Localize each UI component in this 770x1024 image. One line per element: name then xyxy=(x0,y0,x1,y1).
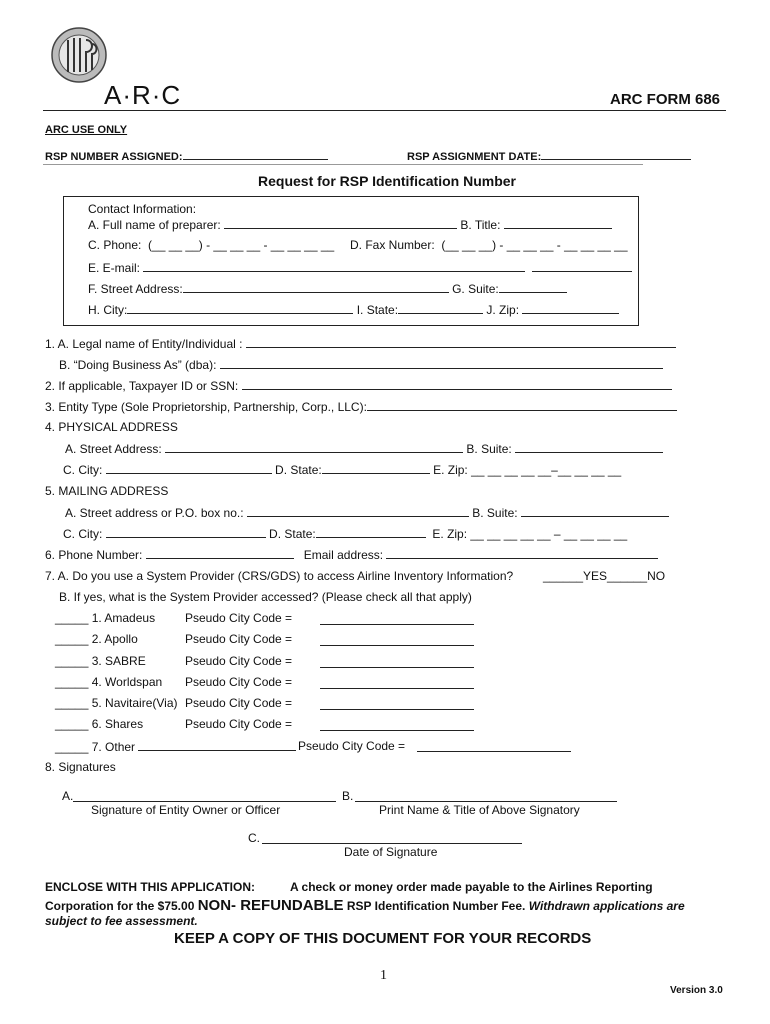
enclose-heading: ENCLOSE WITH THIS APPLICATION: xyxy=(45,880,255,894)
q1b-row: B. “Doing Business As” (dba): xyxy=(59,357,663,372)
version-label: Version 3.0 xyxy=(670,985,723,996)
pcc-row-2: Pseudo City Code = xyxy=(185,632,293,646)
page-number: 1 xyxy=(380,968,387,983)
subject-text: subject to fee assessment. xyxy=(45,914,198,928)
contact-suite-field[interactable] xyxy=(499,281,567,293)
rsp-number-label: RSP NUMBER ASSIGNED: xyxy=(45,148,328,163)
contact-row-a: A. Full name of preparer: B. Title: xyxy=(88,217,612,232)
rsp-date-label: RSP ASSIGNMENT DATE: xyxy=(407,148,691,163)
header-rule xyxy=(43,110,726,111)
provider-amadeus[interactable]: _____ 1. Amadeus xyxy=(55,611,156,625)
pcc-field-2[interactable] xyxy=(320,645,474,646)
contact-row-f: F. Street Address: G. Suite: xyxy=(88,281,567,296)
provider-apollo[interactable]: _____ 2. Apollo xyxy=(55,632,138,646)
provider-other: _____ 7. Other xyxy=(55,739,296,754)
sig-c-label: C. xyxy=(248,831,260,845)
contact-zip-field[interactable] xyxy=(522,302,619,314)
other-pcc-field[interactable] xyxy=(417,751,571,752)
physical-suite-field[interactable] xyxy=(515,441,663,453)
other-pcc-label: Pseudo City Code = xyxy=(298,739,406,753)
q7-question: 7. A. Do you use a System Provider (CRS/GDS) to access Airline Inventory Information? xyxy=(45,569,514,583)
page-title: Request for RSP Identification Number xyxy=(258,173,516,189)
contact-street-field[interactable] xyxy=(183,281,449,293)
date-of-signature-field[interactable] xyxy=(262,843,522,844)
q6-row: 6. Phone Number: Email address: xyxy=(45,547,658,562)
legal-name-field[interactable] xyxy=(246,336,676,348)
pcc-field-3[interactable] xyxy=(320,667,474,668)
q7-sub: B. If yes, what is the System Provider accessed? (Please check all that apply) xyxy=(59,590,472,604)
dba-field[interactable] xyxy=(220,357,663,369)
form-title: ARC FORM 686 xyxy=(610,91,721,108)
date-caption: Date of Signature xyxy=(344,845,438,859)
email-field-2[interactable] xyxy=(532,260,632,272)
physical-address-heading: 4. PHYSICAL ADDRESS xyxy=(45,420,178,434)
check-text: A check or money order made payable to the Airlines Reporting xyxy=(290,880,653,894)
print-name-field[interactable] xyxy=(355,801,617,802)
pcc-field-5[interactable] xyxy=(320,709,474,710)
pcc-field-1[interactable] xyxy=(320,624,474,625)
provider-worldspan[interactable]: _____ 4. Worldspan xyxy=(55,675,163,689)
mailing-state-field[interactable] xyxy=(316,526,426,538)
keep-copy-notice: KEEP A COPY OF THIS DOCUMENT FOR YOUR RECORDS xyxy=(174,930,592,947)
other-provider-field[interactable] xyxy=(138,739,296,751)
sig-a-label: A. xyxy=(62,789,74,803)
contact-heading: Contact Information: xyxy=(88,202,197,216)
preparer-title-field[interactable] xyxy=(504,217,612,229)
physical-zip-field[interactable]: __ __ __ __ __–__ __ __ __ xyxy=(471,463,622,477)
contact-state-field[interactable] xyxy=(398,302,483,314)
q5-street-row: A. Street address or P.O. box no.: B. Suite: xyxy=(65,505,669,520)
provider-shares[interactable]: _____ 6. Shares xyxy=(55,717,144,731)
q5-city-row: C. City: D. State: E. Zip: __ __ __ __ __ – __ __ __ __ xyxy=(63,527,628,541)
business-email-field[interactable] xyxy=(386,547,658,559)
preparer-name-field[interactable] xyxy=(224,217,457,229)
signatures-heading: 8. Signatures xyxy=(45,760,116,774)
business-phone-field[interactable] xyxy=(146,547,294,559)
pcc-row-6: Pseudo City Code = xyxy=(185,717,293,731)
mailing-zip-field[interactable]: __ __ __ __ __ – __ __ __ __ xyxy=(470,527,628,541)
mailing-suite-field[interactable] xyxy=(521,505,669,517)
pcc-field-4[interactable] xyxy=(320,688,474,689)
header-rule-2 xyxy=(43,164,643,165)
physical-city-field[interactable] xyxy=(106,462,272,474)
contact-row-e: E. E-mail: xyxy=(88,260,632,275)
mailing-city-field[interactable] xyxy=(106,526,266,538)
pcc-row-3: Pseudo City Code = xyxy=(185,654,293,668)
mailing-address-heading: 5. MAILING ADDRESS xyxy=(45,484,169,498)
q1a-row: 1. A. Legal name of Entity/Individual : xyxy=(45,336,676,351)
taxpayer-id-field[interactable] xyxy=(242,378,672,390)
q2-row: 2. If applicable, Taxpayer ID or SSN: xyxy=(45,378,672,393)
entity-type-field[interactable] xyxy=(367,399,677,411)
print-name-caption: Print Name & Title of Above Signatory xyxy=(379,803,580,817)
pcc-field-6[interactable] xyxy=(320,730,474,731)
phone-field[interactable]: (__ __ __) - __ __ __ - __ __ __ __ xyxy=(148,238,335,252)
contact-row-c: C. Phone: (__ __ __) - __ __ __ - __ __ __ __ xyxy=(88,238,335,252)
logo-text: A·R·C xyxy=(104,80,182,110)
signature-caption: Signature of Entity Owner or Officer xyxy=(91,803,281,817)
arc-logo-icon xyxy=(50,26,108,84)
rsp-number-field[interactable] xyxy=(183,148,328,160)
pcc-row-4: Pseudo City Code = xyxy=(185,675,293,689)
contact-row-d: D. Fax Number: (__ __ __) - __ __ __ - __ __ __ __ xyxy=(350,238,628,252)
q4-street-row: A. Street Address: B. Suite: xyxy=(65,441,663,456)
sig-b-label: B. xyxy=(342,789,354,803)
email-field[interactable] xyxy=(143,260,525,272)
rsp-date-field[interactable] xyxy=(541,148,691,160)
provider-sabre[interactable]: _____ 3. SABRE xyxy=(55,654,146,668)
pcc-row-1: Pseudo City Code = xyxy=(185,611,293,625)
fee-line: Corporation for the $75.00 NON- REFUNDABLE RSP Identification Number Fee. Withdrawn applications are xyxy=(45,897,685,914)
fax-field[interactable]: (__ __ __) - __ __ __ - __ __ __ __ xyxy=(441,238,628,252)
arc-use-only-label: ARC USE ONLY xyxy=(45,124,128,136)
q3-row: 3. Entity Type (Sole Proprietorship, Partnership, Corp., LLC): xyxy=(45,399,677,414)
physical-state-field[interactable] xyxy=(322,462,430,474)
mailing-street-field[interactable] xyxy=(247,505,469,517)
yes-no-field[interactable]: ______YES______NO xyxy=(543,569,666,583)
pcc-row-5: Pseudo City Code = xyxy=(185,696,293,710)
signature-field[interactable] xyxy=(73,801,336,802)
physical-street-field[interactable] xyxy=(165,441,463,453)
provider-navitaire[interactable]: _____ 5. Navitaire(Via) xyxy=(55,696,178,710)
contact-city-field[interactable] xyxy=(127,302,353,314)
q4-city-row: C. City: D. State: E. Zip: __ __ __ __ __–__ __ __ __ xyxy=(63,463,622,477)
contact-row-h: H. City: I. State: J. Zip: xyxy=(88,302,619,317)
